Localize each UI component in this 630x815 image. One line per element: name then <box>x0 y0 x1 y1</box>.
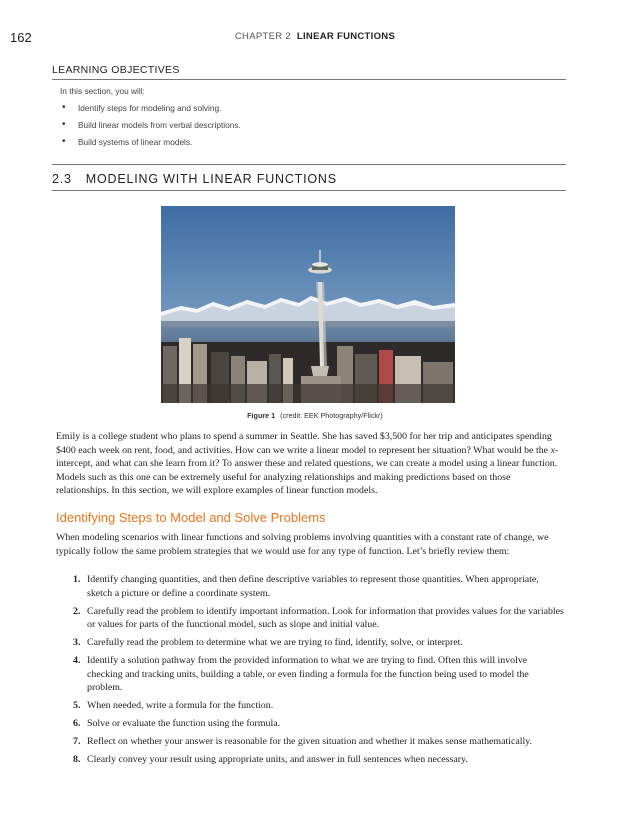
learning-objectives-intro: In this section, you will: <box>60 86 145 96</box>
step-number: 5. <box>73 700 81 712</box>
step-text: Identify a solution pathway from the provided information to what we are trying to find. Often this will involve checking and tracking units, building a table, or even finding a formula for the function being used to model the problem. <box>87 655 529 694</box>
learning-objective-item: • Identify steps for modeling and solving. <box>60 100 566 117</box>
step-text: Clearly convey your result using appropriate units, and answer in full sentences when necessary. <box>87 754 468 766</box>
step-text: Reflect on whether your answer is reasonable for the given situation and whether it makes sense mathematically. <box>87 736 532 748</box>
problem-solving-steps <box>56 573 564 771</box>
step-item <box>56 717 564 731</box>
step-item <box>56 735 564 749</box>
step-item <box>56 654 564 695</box>
section-heading <box>52 172 566 191</box>
step-item <box>56 605 564 632</box>
step-number: 3. <box>73 637 81 649</box>
subsection-paragraph: When modeling scenarios with linear functions and solving problems involving quantities with a constant rate of change, we typically follow the same problem strategies that we would use for any type of function. Let’s briefly review them: <box>56 532 549 557</box>
figure-caption <box>0 411 630 420</box>
step-text: Identify changing quantities, and then define descriptive variables to represent those quantities. When appropriate, sketch a picture or define a coordinate system. <box>87 574 539 599</box>
learning-objectives <box>52 64 566 165</box>
section-number: 2.3 <box>52 172 72 186</box>
learning-objective-item: • Build linear models from verbal descriptions. <box>60 117 566 134</box>
chapter-label: CHAPTER 2 <box>234 31 291 42</box>
intro-paragraph <box>56 430 564 498</box>
step-text: Carefully read the problem to determine what we are trying to find, identify, solve, or interpret. <box>87 637 463 649</box>
running-head <box>0 31 630 42</box>
step-text: Solve or evaluate the function using the formula. <box>87 718 281 730</box>
step-item <box>56 753 564 767</box>
step-item <box>56 699 564 713</box>
step-number: 7. <box>73 736 81 748</box>
step-number: 1. <box>73 574 81 585</box>
subsection-heading: Identifying Steps to Model and Solve Problems <box>56 510 326 525</box>
step-text: Carefully read the problem to identify important information. Look for information that provides values for the variables or values for parts of the functional model, such as slope and initial value. <box>87 605 564 631</box>
seattle-skyline-photo <box>161 206 455 403</box>
intro-text-start: Emily is a college student who plans to spend a summer in Seattle. She has saved $3,500 for her trip and anticipates spending $400 each week on rent, food, and activities. How can we write a linear model to represent her situation? What would be the <box>56 431 552 456</box>
chapter-title: LINEAR FUNCTIONS <box>296 31 396 42</box>
step-text: When needed, write a formula for the function. <box>87 700 274 712</box>
intro-text-end: -intercept, and what can she learn from it? To answer these and related questions, we can create a model using a linear function. Models such as this one can be extremely useful for analyzing relationships and making predictions based on those relationships. In this section, we will explore examples of linear function models. <box>56 444 559 497</box>
figure-label: Figure 1 <box>247 411 276 420</box>
learning-objective-item: • Build systems of linear models. <box>60 134 566 151</box>
figure-credit: (credit: EEK Photography/Flickr) <box>280 411 383 420</box>
page-number: 162 <box>10 30 32 45</box>
x-variable: x <box>550 444 555 456</box>
step-number: 4. <box>73 655 81 667</box>
step-item <box>56 573 564 600</box>
step-number: 8. <box>73 754 81 766</box>
learning-objectives-divider <box>52 164 566 165</box>
section-title: MODELING WITH LINEAR FUNCTIONS <box>85 172 337 186</box>
step-number: 2. <box>73 605 81 617</box>
learning-objectives-list <box>60 100 566 151</box>
learning-objectives-title: LEARNING OBJECTIVES <box>52 64 566 80</box>
step-number: 6. <box>73 718 81 730</box>
step-item <box>56 636 564 650</box>
